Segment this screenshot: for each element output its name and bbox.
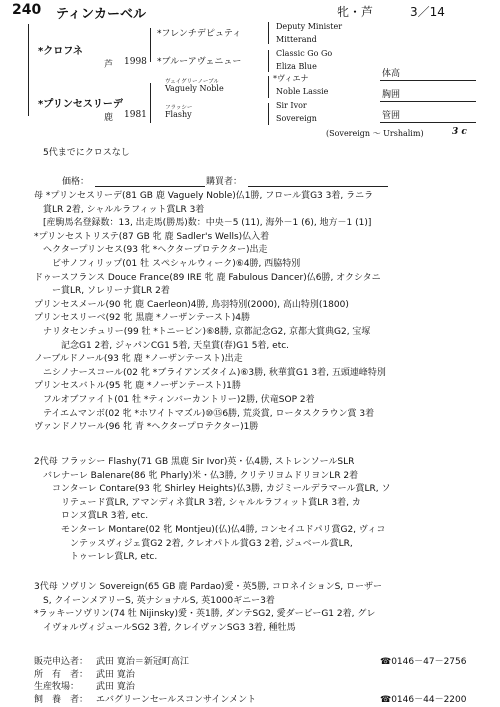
height-line bbox=[380, 80, 476, 81]
footer-value: 武田 寛治 bbox=[96, 682, 135, 692]
pedigree-text-line: ロンヌ賞LR 3着, etc. bbox=[34, 511, 149, 522]
dam-dam-sire: Sir Ivor bbox=[276, 101, 307, 110]
pedigree-text-line: *プリンセストリステ(87 GB 牝 鹿 Sadler's Wells)仏入着 bbox=[34, 231, 270, 242]
sire-sire-name: *フレンチデピュティ bbox=[157, 29, 242, 39]
birth-date: 3／14 bbox=[410, 5, 445, 19]
pedigree-bracket bbox=[268, 103, 269, 125]
pedigree-text-line: [産駒馬名登録数：13, 出走馬(勝馬)数：中央－5 (11), 海外－1 (6), 地方－1 (1)] bbox=[34, 218, 372, 229]
buyer-label: 購買者： bbox=[206, 177, 243, 187]
pedigree-bracket bbox=[268, 50, 269, 72]
inbreed-note: (Sovereign ～ Urshalim) bbox=[326, 129, 424, 138]
cannon-line bbox=[380, 122, 476, 123]
pedigree-text-line: ヘクタープリンセス(93 牝 *ヘクタープロテクター)出走 bbox=[34, 245, 268, 256]
pedigree-text-line: 3代母 ソヴリン Sovereign(65 GB 鹿 Pardao)愛・英5勝, コロネイションS, ローザー bbox=[34, 582, 383, 592]
pedigree-text-line: ドゥースフランス Douce France(89 IRE 牝 鹿 Fabulous Dancer)仏6勝, オクシタニ bbox=[34, 272, 381, 283]
pedigree-text-line: モンターレ Montare(02 牝 Montjeu)(仏)仏4勝, コンセイユドパリ賞G2, ヴィコ bbox=[34, 525, 386, 535]
lot-number: 240 bbox=[12, 2, 42, 18]
dam-color: 鹿 bbox=[104, 113, 114, 123]
pedigree-text-line: ンテッスヴィジェ賞G2 2着, クレオパトル賞G3 2着, ジュベール賞LR, bbox=[34, 538, 353, 549]
footer-value: 武田 寛治 bbox=[96, 669, 135, 680]
pedigree-text-line: ヴァンドノワール(96 牝 青 *ヘクタープロテクター)1勝 bbox=[34, 422, 259, 433]
dam-sire-name: Vaguely Noble bbox=[165, 84, 224, 93]
dam-year: 1981 bbox=[124, 110, 147, 120]
sex-color: 牝・芦 bbox=[337, 5, 374, 19]
dam-sire-dam: Noble Lassie bbox=[276, 87, 329, 96]
footer-value: エバグリーンセールスコンサインメント bbox=[96, 694, 257, 705]
pedigree-text-line: 賞LR 2着, シャルルラフィット賞LR 3着 bbox=[34, 204, 205, 215]
footer-label: 所 有 者： bbox=[34, 669, 89, 680]
pedigree-text-line: ー賞LR, ソレリーナ賞LR 2着 bbox=[34, 286, 170, 297]
footer-label: 生産牧場： bbox=[34, 682, 80, 692]
footer-value: 武田 寛治＝新冠町高江 bbox=[96, 657, 189, 667]
sire-sire-dam: Mitterand bbox=[276, 35, 317, 44]
pedigree-text-line: ビサノフィリップ(01 牡 スペシャルウィーク)⑥4勝, 西脇特別 bbox=[34, 259, 301, 269]
pedigree-text-line: ナリタセンチュリー(99 牡 *トニービン)⑥8勝, 京都記念G2, 京都大賞典G2, 宝塚 bbox=[34, 327, 371, 337]
pedigree-text-line: プリンセスリーベ(92 牝 黒鹿 *ノーザンテースト)4勝 bbox=[34, 313, 251, 324]
sire-year: 1998 bbox=[124, 57, 147, 67]
pedigree-bracket bbox=[28, 24, 29, 116]
inbreed-generation: 3 c bbox=[452, 127, 467, 137]
girth-label: 胸囲 bbox=[382, 90, 401, 100]
pedigree-text-line: イヴォルヴィジュールSG2 3着, クレイヴァンSG3 3着, 種牡馬 bbox=[34, 622, 296, 633]
footer-label: 販売申込者： bbox=[34, 657, 89, 667]
dam-name: *プリンセスリーデ bbox=[38, 99, 123, 110]
dam-dam-ruby: フラッシー bbox=[165, 105, 193, 111]
sire-dam-name: *ブルーアヴェニュー bbox=[157, 57, 242, 67]
price-line bbox=[95, 186, 205, 187]
pedigree-text-line: テイエムマンボ(02 牝 *ホワイトマズル)⑩⑮6勝, 荒炎賞, ロータスクラウン賞 3着 bbox=[34, 408, 375, 419]
pedigree-text-line: プリンセスバトル(95 牝 鹿 *ノーザンテースト)1勝 bbox=[34, 381, 241, 392]
pedigree-text-line: リテュード賞LR, アマンディネ賞LR 3着, シャルルラフィット賞LR 3着, カ bbox=[34, 497, 361, 508]
girth-line bbox=[380, 101, 476, 102]
pedigree-bracket bbox=[150, 83, 151, 123]
dam-sire-ruby: ヴェイグリーノーブル bbox=[165, 79, 219, 85]
cannon-label: 管囲 bbox=[382, 111, 401, 121]
sire-dam-dam: Eliza Blue bbox=[276, 62, 317, 71]
cross-note: 5代までにクロスなし bbox=[43, 148, 130, 158]
pedigree-text-line: プリンセスメール(90 牝 鹿 Caerleon)4勝, 鳥羽特別(2000), 高山特別(1800) bbox=[34, 299, 349, 310]
pedigree-text-line: 2代母 フラッシー Flashy(71 GB 黒鹿 Sir Ivor)英・仏4勝, ストレンソールSLR bbox=[34, 457, 355, 467]
sire-sire-sire: Deputy Minister bbox=[276, 22, 343, 31]
pedigree-text-line: ノーブルドノール(93 牝 鹿 *ノーザンテースト)出走 bbox=[34, 354, 243, 365]
footer-tel: ☎0146－44－2200 bbox=[380, 694, 467, 705]
buyer-line bbox=[248, 186, 388, 187]
height-label: 体高 bbox=[382, 69, 401, 79]
pedigree-text-line: トゥーレレ賞LR, etc. bbox=[34, 552, 158, 563]
dam-dam-name: Flashy bbox=[165, 110, 192, 119]
sire-dam-sire: Classic Go Go bbox=[276, 49, 333, 58]
pedigree-text-line: 母 *プリンセスリーデ(81 GB 鹿 Vaguely Noble)仏1勝, フロール賞G3 3着, ラニラ bbox=[34, 191, 374, 201]
footer-tel: ☎0146－47－2756 bbox=[380, 657, 467, 667]
pedigree-bracket bbox=[150, 28, 151, 62]
pedigree-text-line: S, クイーンメアリーS, 英ナショナルS, 英1000ギニー3着 bbox=[34, 595, 275, 606]
pedigree-text-line: フルオブファイト(01 牡 *ティンバーカントリー)2勝, 伏竜SOP 2着 bbox=[34, 395, 315, 405]
pedigree-bracket bbox=[268, 22, 269, 44]
horse-name: ティンカーベル bbox=[56, 7, 146, 22]
pedigree-text-line: バレナーレ Balenare(86 牝 Pharly)米・仏3勝, クリテリヨムドリヨンLR 2着 bbox=[34, 470, 359, 481]
price-label: 価格： bbox=[62, 177, 90, 187]
pedigree-text-line: 記念G1 2着, ジャパンCG1 5着, 天皇賞(春)G1 5着, etc. bbox=[34, 340, 290, 351]
footer-label: 飼 養 者： bbox=[34, 694, 89, 705]
dam-sire-sire: *ヴィエナ bbox=[273, 74, 309, 83]
pedigree-text-line: *ラッキーソヴリン(74 牡 Nijinsky)愛・英1勝, ダンテSG2, 愛ダービーG1 2着, グレ bbox=[34, 609, 376, 620]
sire-color: 芦 bbox=[104, 60, 114, 70]
pedigree-text-line: ニシノナースコール(02 牝 *ブライアンズタイム)⑥3勝, 秋華賞G1 3着, 五頭連峰特別 bbox=[34, 367, 386, 378]
pedigree-text-line: コンターレ Contare(93 牝 Shirley Heights)仏3勝, カジミールデラマール賞LR, ソ bbox=[34, 484, 391, 495]
pedigree-bracket bbox=[268, 76, 269, 98]
sire-name: *クロフネ bbox=[38, 46, 83, 57]
dam-dam-dam: Sovereign bbox=[276, 114, 317, 123]
